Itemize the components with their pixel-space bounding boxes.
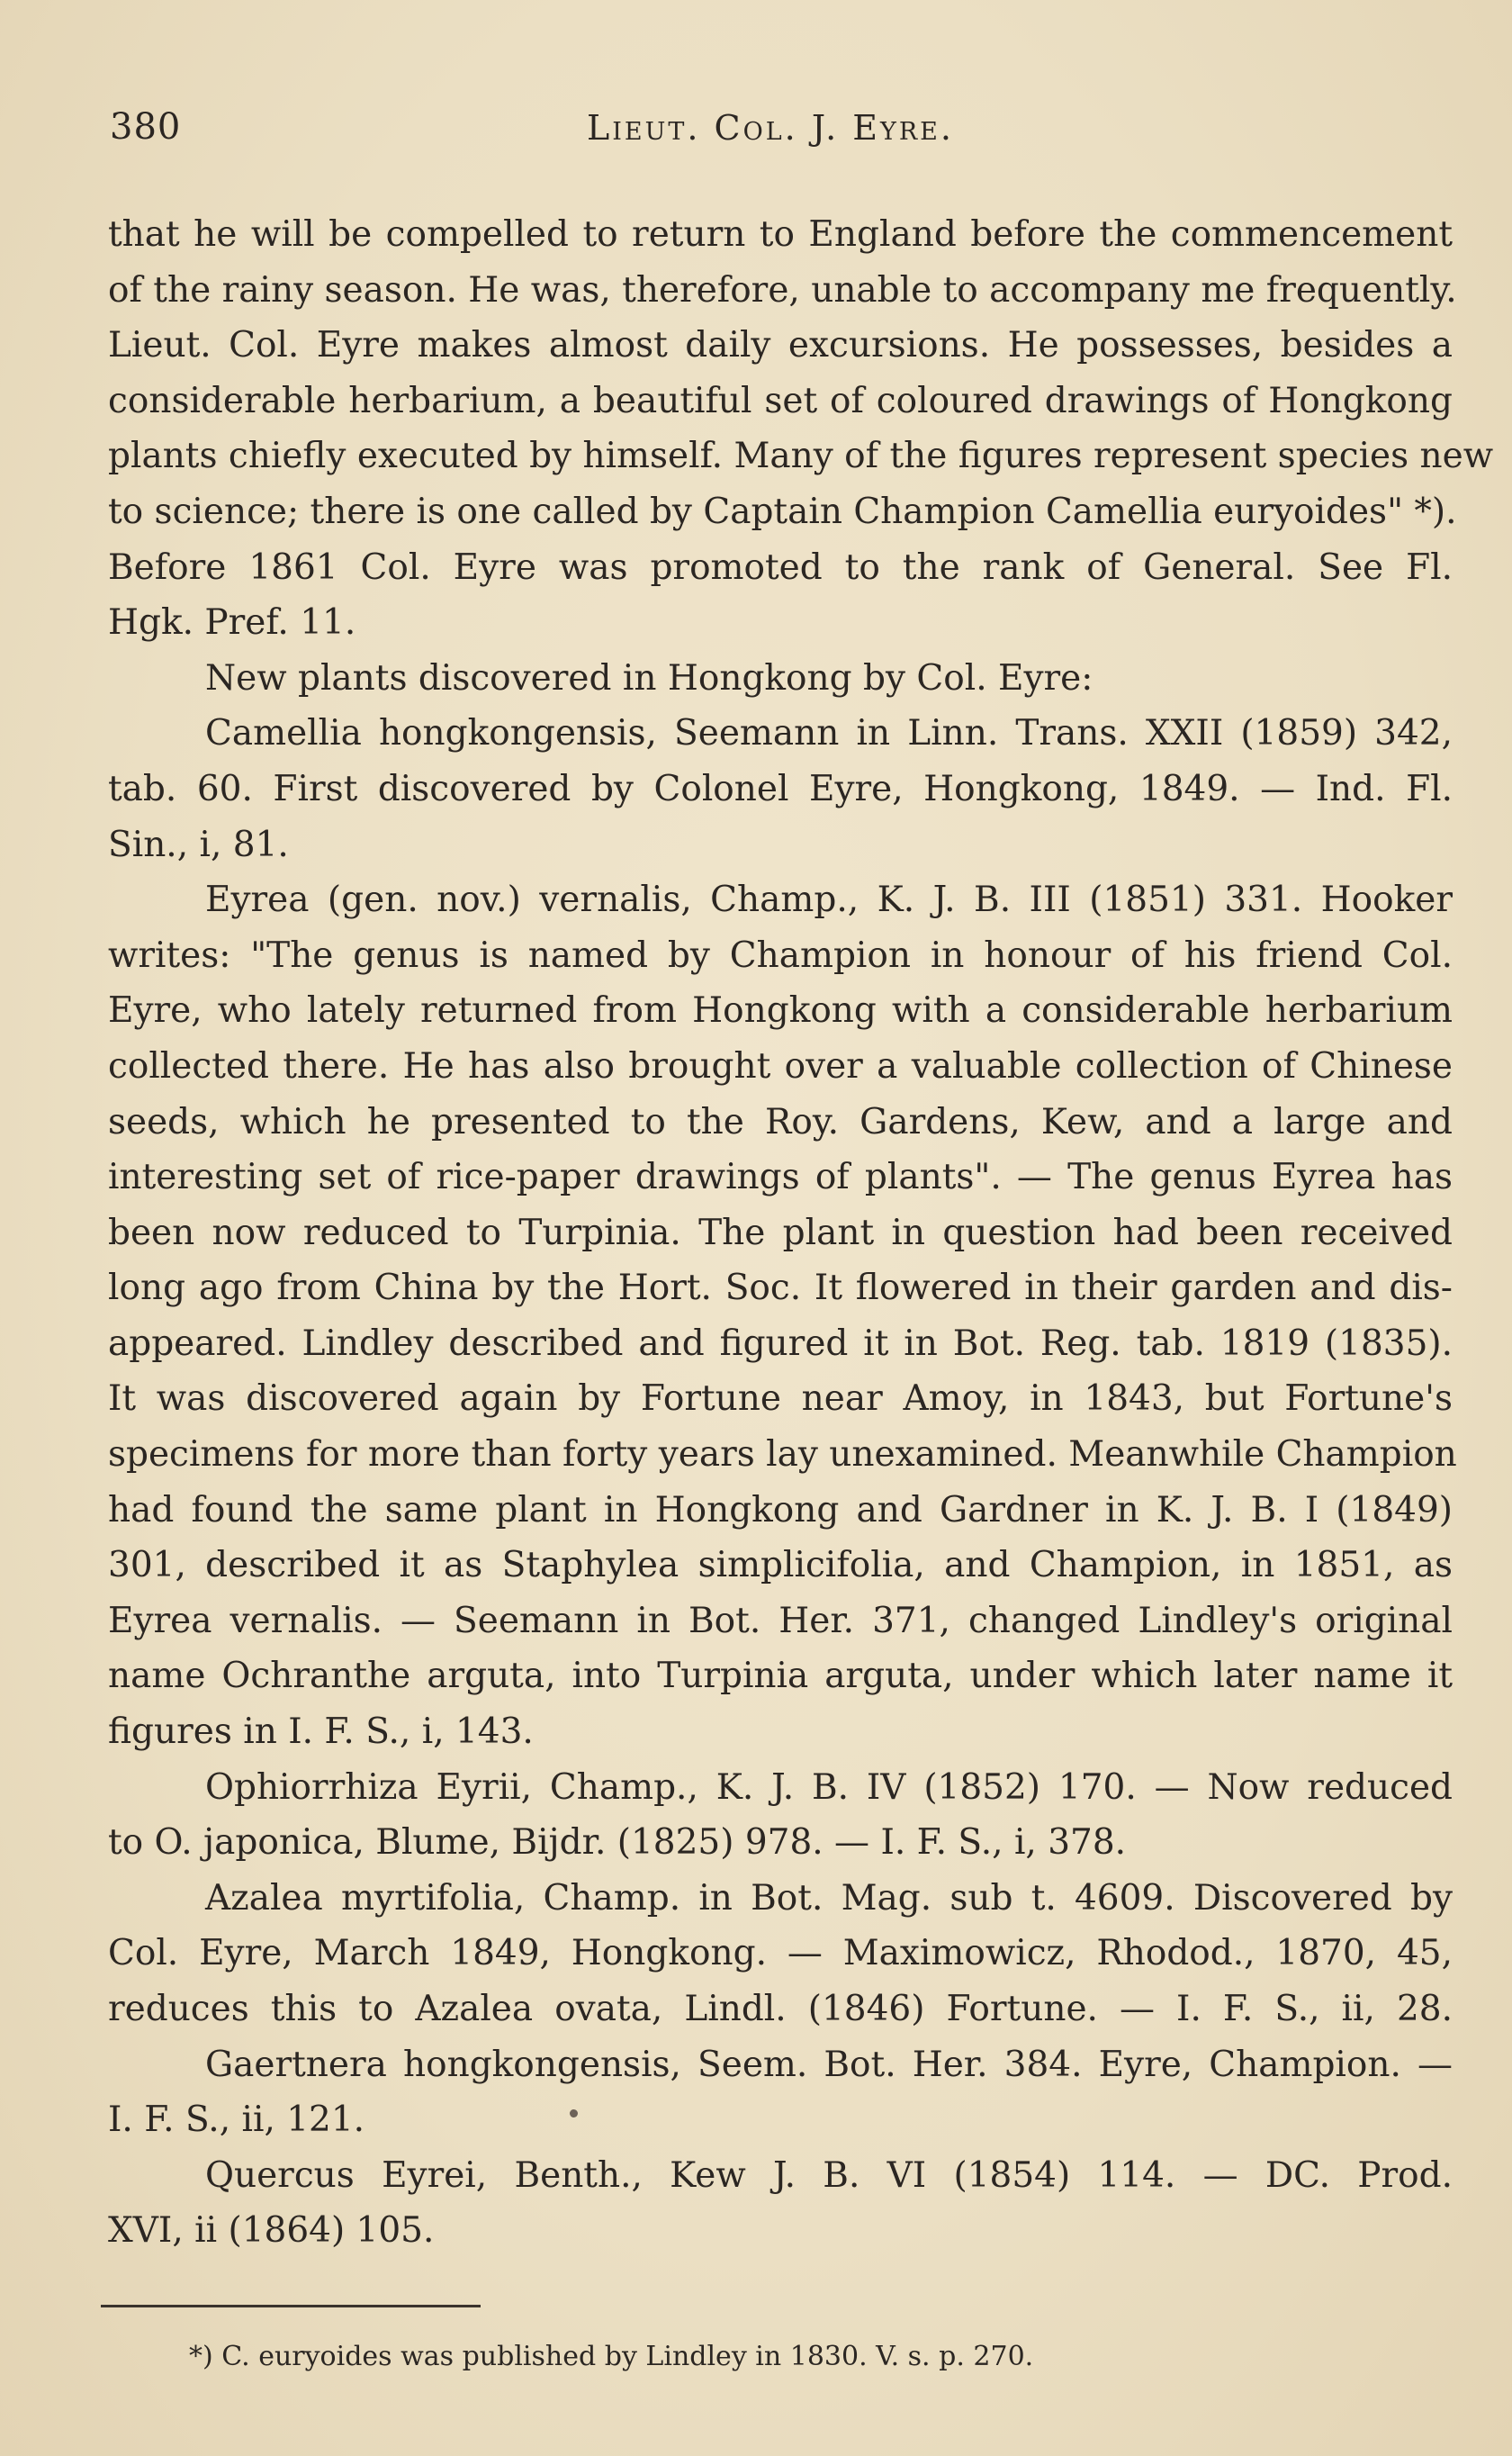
body-text bbox=[108, 207, 1494, 2259]
text-line: Hgk. Pref. 11. bbox=[108, 602, 356, 644]
text-line: Eyre, who lately returned from Hongkong with a considerable herbarium bbox=[108, 990, 1453, 1032]
text-line: interesting set of rice-paper drawings of plants". — The genus Eyrea has bbox=[108, 1157, 1453, 1198]
ink-speck bbox=[570, 2109, 578, 2117]
running-head: Lieut. Col. J. Eyre. bbox=[587, 108, 954, 148]
species-entry-start: Ophiorrhiza Eyrii, Champ., K. J. B. IV (1852) 170. — Now reduced bbox=[205, 1766, 1453, 1808]
paragraph-heading: New plants discovered in Hongkong by Col. Eyre: bbox=[205, 657, 1094, 699]
species-entry-start: Gaertnera hongkongensis, Seem. Bot. Her. 384. Eyre, Champion. — bbox=[205, 2044, 1453, 2085]
text-line: considerable herbarium, a beautiful set of coloured drawings of Hongkong bbox=[108, 380, 1453, 421]
text-line: appeared. Lindley described and figured it in Bot. Reg. tab. 1819 (1835). bbox=[108, 1323, 1453, 1364]
text-line: It was discovered again by Fortune near Amoy, in 1843, but Fortune's bbox=[108, 1378, 1453, 1420]
text-line: Lieut. Col. Eyre makes almost daily excursions. He possesses, besides a bbox=[108, 325, 1453, 366]
text-line: 301, described it as Staphylea simplicifolia, and Champion, in 1851, as bbox=[108, 1545, 1453, 1586]
footnote: *) C. euryoides was published by Lindley in 1830. V. s. p. 270. bbox=[189, 2341, 1034, 2372]
text-line: had found the same plant in Hongkong and Gardner in K. J. B. I (1849) bbox=[108, 1489, 1453, 1530]
species-entry-start: Eyrea (gen. nov.) vernalis, Champ., K. J. B. III (1851) 331. Hooker bbox=[205, 880, 1453, 921]
text-line: collected there. He has also brought over a valuable collection of Chinese bbox=[108, 1045, 1453, 1087]
text-line: seeds, which he presented to the Roy. Gardens, Kew, and a large and bbox=[108, 1101, 1453, 1142]
footnote-rule bbox=[101, 2305, 481, 2307]
text-line: to science; there is one called by Captain Champion Camellia euryoides" *). bbox=[108, 491, 1457, 532]
text-line: Sin., i, 81. bbox=[108, 824, 289, 865]
text-line: specimens for more than forty years lay unexamined. Meanwhile Champion bbox=[108, 1434, 1457, 1476]
text-line: Eyrea vernalis. — Seemann in Bot. Her. 371, changed Lindley's original bbox=[108, 1600, 1453, 1641]
text-line: long ago from China by the Hort. Soc. It flowered in their garden and dis- bbox=[108, 1268, 1453, 1309]
species-entry-start: Camellia hongkongensis, Seemann in Linn. Trans. XXII (1859) 342, bbox=[205, 713, 1453, 754]
text-line: I. F. S., ii, 121. bbox=[108, 2099, 365, 2141]
page-number: 380 bbox=[110, 106, 182, 148]
text-line: reduces this to Azalea ovata, Lindl. (1846) Fortune. — I. F. S., ii, 28. bbox=[108, 1989, 1453, 2029]
text-line: writes: "The genus is named by Champion in honour of his friend Col. bbox=[108, 935, 1453, 976]
text-line: XVI, ii (1864) 105. bbox=[108, 2210, 435, 2252]
text-line: name Ochranthe arguta, into Turpinia arguta, under which later name it bbox=[108, 1656, 1453, 1697]
species-entry-start: Quercus Eyrei, Benth., Kew J. B. VI (1854) 114. — DC. Prod. bbox=[205, 2154, 1453, 2196]
text-line: Col. Eyre, March 1849, Hongkong. — Maximowicz, Rhodod., 1870, 45, bbox=[108, 1933, 1453, 1974]
text-line: Before 1861 Col. Eyre was promoted to the rank of General. See Fl. bbox=[108, 546, 1453, 588]
text-line: tab. 60. First discovered by Colonel Eyre, Hongkong, 1849. — Ind. Fl. bbox=[108, 768, 1453, 809]
text-line: been now reduced to Turpinia. The plant in question had been received bbox=[108, 1212, 1453, 1253]
text-line: plants chiefly executed by himself. Many of the figures represent species new bbox=[108, 436, 1494, 477]
text-line: that he will be compelled to return to England before the commencement bbox=[108, 214, 1453, 255]
text-line: to O. japonica, Blume, Bijdr. (1825) 978. — I. F. S., i, 378. bbox=[108, 1822, 1127, 1864]
text-line: figures in I. F. S., i, 143. bbox=[108, 1711, 534, 1753]
text-line: of the rainy season. He was, therefore, unable to accompany me frequently. bbox=[108, 269, 1457, 311]
species-entry-start: Azalea myrtifolia, Champ. in Bot. Mag. sub t. 4609. Discovered by bbox=[205, 1877, 1453, 1919]
page-header bbox=[110, 106, 1451, 160]
